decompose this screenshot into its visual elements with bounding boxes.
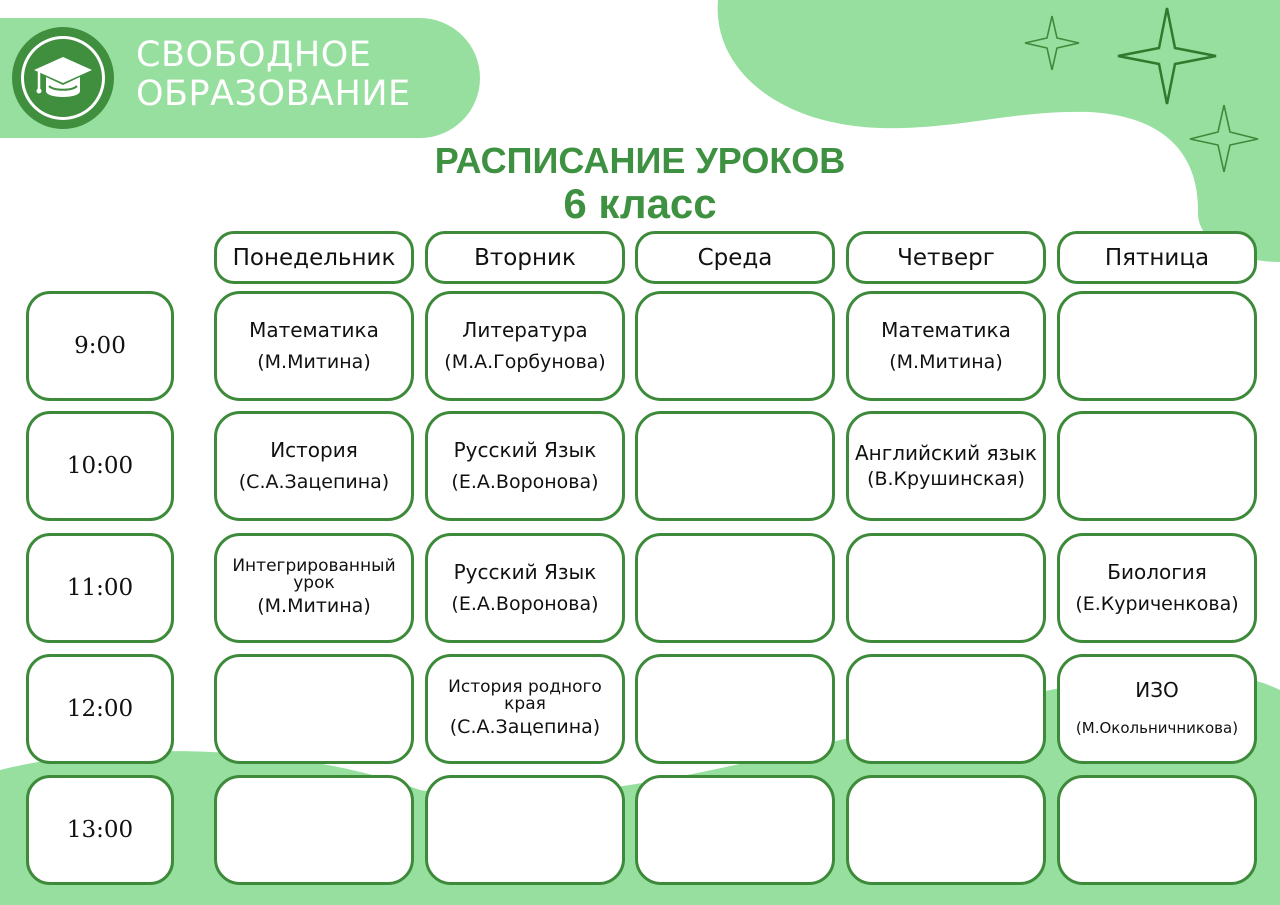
- teacher-name: (Е.А.Воронова): [451, 470, 599, 493]
- day-header: Понедельник: [214, 231, 414, 284]
- lesson-cell: [425, 411, 625, 521]
- lesson-cell: [846, 533, 1046, 643]
- brand-line-1: СВОБОДНОЕ: [136, 35, 372, 75]
- teacher-name: (М.А.Горбунова): [444, 350, 606, 373]
- lesson-cell: [635, 533, 835, 643]
- teacher-name: (М.Митина): [889, 350, 1003, 373]
- teacher-name: (В.Крушинская): [867, 467, 1025, 490]
- lesson-cell: [1057, 775, 1257, 885]
- lesson-cell: [214, 411, 414, 521]
- time-slot: 12:00: [26, 654, 174, 764]
- lesson-cell: [214, 533, 414, 643]
- lesson-cell: [425, 654, 625, 764]
- teacher-name: (М.Митина): [257, 595, 371, 617]
- day-header: Вторник: [425, 231, 625, 284]
- day-header: Четверг: [846, 231, 1046, 284]
- subject-name: Литература: [462, 317, 588, 342]
- teacher-name: (М.Митина): [257, 350, 371, 373]
- subject-name: Интегрированный урок: [232, 556, 396, 593]
- logo: [12, 27, 114, 129]
- lesson-cell: [635, 291, 835, 401]
- subject-name: История родного края: [448, 677, 602, 714]
- lesson-cell: [425, 533, 625, 643]
- teacher-name: (С.А.Зацепина): [449, 716, 601, 738]
- lesson-cell: [425, 775, 625, 885]
- lesson-cell: [1057, 654, 1257, 764]
- lesson-cell: [846, 411, 1046, 521]
- subject-name: Математика: [249, 317, 379, 342]
- lesson-cell: [846, 654, 1046, 764]
- subject-name: Русский Язык: [453, 437, 597, 462]
- lesson-cell: [635, 775, 835, 885]
- time-slot: 11:00: [26, 533, 174, 643]
- subject-name: Математика: [881, 317, 1011, 342]
- time-slot: 13:00: [26, 775, 174, 885]
- schedule-title: РАСПИСАНИЕ УРОКОВ: [434, 140, 846, 181]
- subject-name: История: [270, 437, 358, 462]
- lesson-cell: [214, 291, 414, 401]
- brand-name: [136, 36, 411, 114]
- lesson-cell: [635, 654, 835, 764]
- subject-name: Биология: [1107, 559, 1207, 584]
- brand-line-2: ОБРАЗОВАНИЕ: [136, 74, 411, 114]
- lesson-cell: [846, 775, 1046, 885]
- teacher-name: (М.Окольничникова): [1075, 718, 1239, 737]
- lesson-cell: [1057, 291, 1257, 401]
- lesson-cell: [425, 291, 625, 401]
- day-header: Пятница: [1057, 231, 1257, 284]
- class-subtitle: 6 класс: [563, 180, 717, 227]
- lesson-cell: [214, 654, 414, 764]
- time-slot: 9:00: [26, 291, 174, 401]
- teacher-name: (Е.А.Воронова): [451, 592, 599, 615]
- lesson-cell: [846, 291, 1046, 401]
- lesson-cell: [1057, 533, 1257, 643]
- subject-name: ИЗО: [1135, 677, 1179, 702]
- subject-name: Русский Язык: [453, 559, 597, 584]
- teacher-name: (Е.Куриченкова): [1075, 592, 1239, 615]
- day-header: Среда: [635, 231, 835, 284]
- time-slot: 10:00: [26, 411, 174, 521]
- lesson-cell: [635, 411, 835, 521]
- lesson-cell: [1057, 411, 1257, 521]
- lesson-cell: [214, 775, 414, 885]
- graduation-cap-icon: [32, 53, 94, 103]
- subject-name: Английский язык: [854, 440, 1037, 465]
- teacher-name: (С.А.Зацепина): [238, 470, 390, 493]
